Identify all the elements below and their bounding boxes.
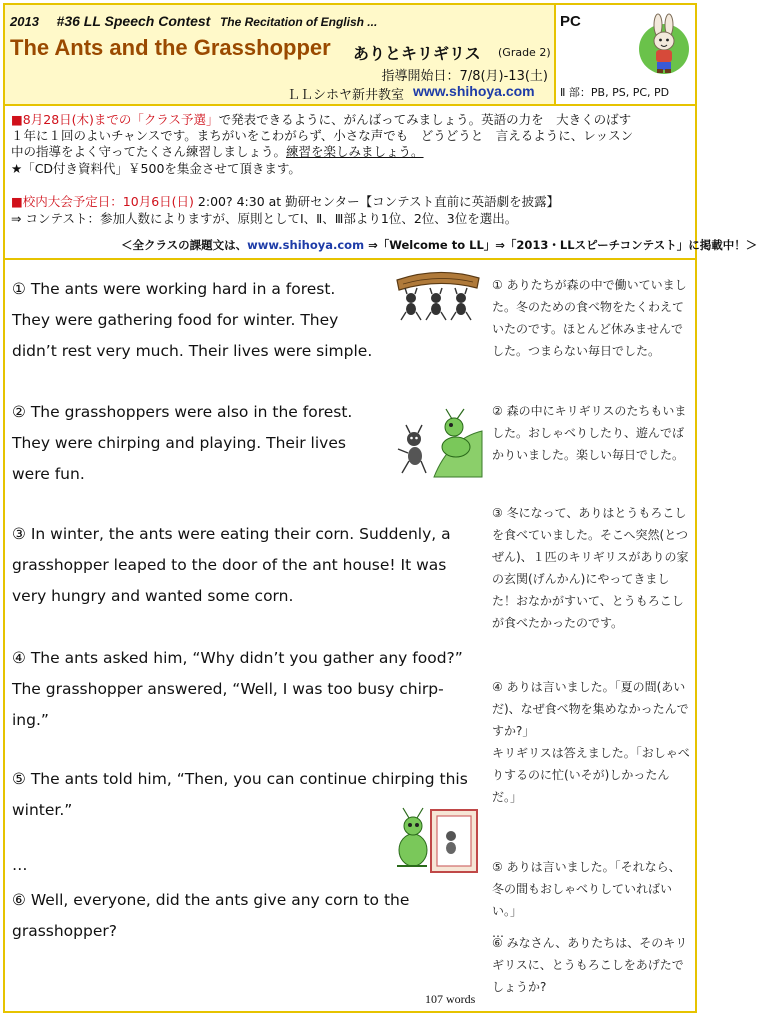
- part-label: Ⅱ 部：PB, PS, PC, PD: [560, 86, 670, 99]
- website-link[interactable]: www.shihoya.com: [413, 83, 535, 99]
- jp-paragraph-4: ④ ありは言いました。「夏の間(あいだ)、なぜ食べ物を集めなかったんですか?」 キリギリスは答えました。「おしゃべりするのに忙(いそが)しかったんだ。」: [492, 680, 690, 804]
- contest-name: #36 LL Speech Contest: [56, 13, 211, 29]
- header-main: [5, 5, 556, 104]
- jp-paragraph-6: ⑥ みなさん、ありたちは、そのキリギリスに、とうもろこしをあげたでしょうか?: [492, 936, 688, 994]
- grasshopper-at-door-icon: [391, 806, 481, 874]
- notice-line-3: 中の指導をよく守ってたくさん練習しましょう。練習を楽しみましょう。: [11, 144, 424, 159]
- paragraph-5: ⑤ The ants told him, “Then, you can continue chirping this winter.”: [12, 770, 468, 819]
- title-english: The Ants and the Grasshopper: [10, 35, 331, 60]
- paragraph-4: ④ The ants asked him, “Why didn’t you gather any food?” The grasshopper answered, “Well, I was too busy chirp- ing.”: [12, 649, 463, 729]
- jp-paragraph-3: ③ 冬になって、ありはとうもろこしを食べていました。そこへ突然(とつぜん)、１匹のキリギリスがありの家の玄関(げんかん)にやってきました！おなかがすいて、とうもろこしが食べたかったのです。: [492, 506, 689, 630]
- class-label: PC: [560, 13, 581, 30]
- story-english: [5, 260, 487, 1011]
- notice-line-5: ■校内大会予定日：10月6日(日) 2:00? 4:30 at 勤研センター【コンテスト直前に英語劇を披露】: [11, 194, 560, 209]
- jp-paragraph-1: ① ありたちが森の中で働いていました。冬のための食べ物をたくわえていたのです。ほとんど休みませんでした。つまらない毎日でした。: [492, 278, 687, 358]
- paragraph-1: ① The ants were working hard in a forest. They were gathering food for winter. They didn’t rest very much. Their lives were simple.: [12, 280, 373, 360]
- paragraph-6: ⑥ Well, everyone, did the ants give any corn to the grasshopper?: [12, 891, 410, 940]
- jp-paragraph-5: ⑤ ありは言いました。「それなら、冬の間もおしゃべりしていればいい。」 …: [492, 860, 681, 940]
- notice-line-6: ⇒ コンテスト：参加人数によりますが、原則としてⅠ、Ⅱ、Ⅲ部より1位、2位、3位を選出。: [11, 211, 518, 226]
- ants-carrying-leaf-icon: [393, 268, 483, 323]
- notice-line-1: ■8月28日(木)までの「クラス予選」で発表できるように、がんばってみましょう。英語の力を 大きくのばす: [11, 112, 632, 127]
- ant-and-grasshopper-icon: [394, 409, 484, 479]
- header-line-1: [10, 13, 377, 29]
- year: 2013: [10, 14, 39, 29]
- grade-label: (Grade 2): [498, 46, 551, 59]
- page: [3, 3, 757, 1013]
- story-japanese: [489, 260, 695, 1011]
- guide-link[interactable]: www.shihoya.com: [247, 238, 365, 252]
- title-japanese: ありとキリギリス: [353, 44, 481, 63]
- teaching-period: 指導開始日：7/8(月)-13(土): [381, 69, 548, 84]
- guide-line: ＜全クラスの課題文は、www.shihoya.com ⇒「Welcome to LL」⇒「2013・LLスピーチコンテスト」に掲載中！＞: [121, 238, 757, 252]
- notice-section: [5, 106, 757, 260]
- recitation-label: The Recitation of English ...: [219, 15, 378, 29]
- paragraph-3: ③ In winter, the ants were eating their corn. Suddenly, a grasshopper leaped to the door of the ant house! It was very hungry and wanted some corn.: [12, 525, 451, 605]
- notice-line-2: １年に１回のよいチャンスです。まちがいをこわがらず、小さな声でも どうどうと 言えるように、レッスン: [11, 128, 634, 143]
- word-count: 107 words: [425, 992, 476, 1006]
- ellipsis: …: [12, 856, 28, 874]
- notice-line-4: ★「CD付き資料代」￥500を集金させて頂きます。: [11, 161, 301, 176]
- paragraph-2: ② The grasshoppers were also in the forest. They were chirping and playing. Their lives were fun.: [12, 403, 353, 483]
- header-side: [556, 5, 695, 104]
- rabbit-mascot-icon: [636, 13, 692, 75]
- jp-paragraph-2: ② 森の中にキリギリスのたちもいました。おしゃべりしたり、遊んでばかりいました。楽しい毎日でした。: [492, 404, 687, 462]
- school-name: ＬＬシホヤ新井教室: [287, 88, 405, 103]
- header: [5, 5, 695, 106]
